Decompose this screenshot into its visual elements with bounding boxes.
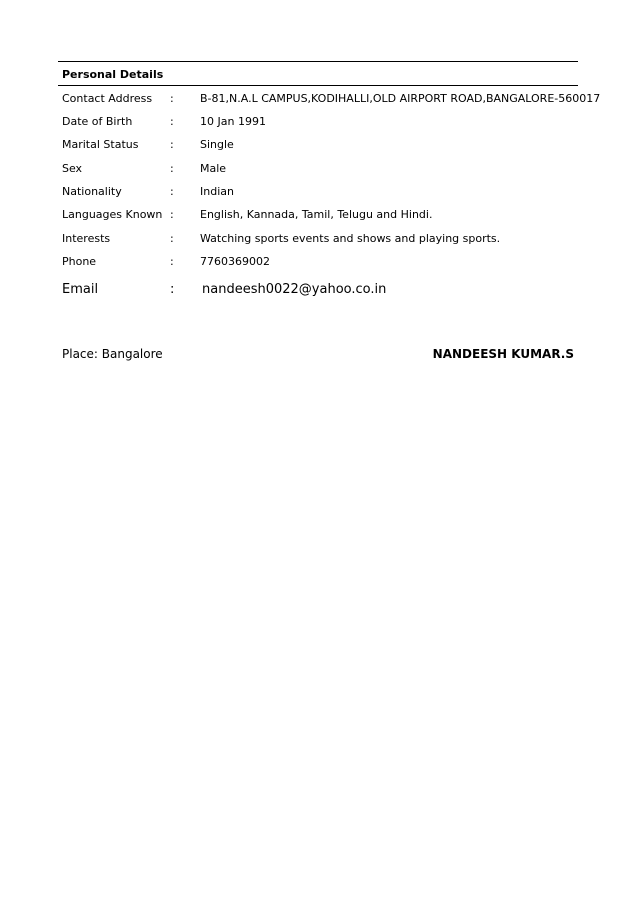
detail-value: Indian — [200, 185, 234, 198]
detail-separator: : — [170, 92, 174, 105]
detail-label: Marital Status — [62, 138, 139, 151]
detail-value: English, Kannada, Tamil, Telugu and Hindi. — [200, 208, 433, 221]
detail-label: Email — [62, 282, 99, 297]
detail-value: Male — [200, 162, 227, 175]
detail-separator: : — [170, 162, 174, 175]
email-link[interactable]: nandeesh0022@yahoo.co.in — [202, 282, 387, 297]
detail-separator: : — [170, 138, 174, 151]
detail-separator: : — [170, 232, 174, 245]
detail-label: Phone — [62, 255, 97, 268]
section-rule — [58, 85, 578, 86]
detail-label: Date of Birth — [62, 115, 133, 128]
detail-separator: : — [170, 208, 174, 221]
detail-separator: : — [170, 255, 174, 268]
detail-value: 10 Jan 1991 — [200, 115, 266, 128]
detail-label: Languages Known — [62, 208, 163, 221]
top-rule — [58, 61, 578, 62]
footer-signature-name: NANDEESH KUMAR.S — [432, 347, 574, 361]
detail-separator: : — [170, 282, 175, 297]
detail-label: Contact Address — [62, 92, 153, 105]
detail-value: Watching sports events and shows and playing sports. — [200, 232, 501, 245]
detail-value: B-81,N.A.L CAMPUS,KODIHALLI,OLD AIRPORT ROAD,BANGALORE-560017 — [200, 92, 601, 105]
section-title: Personal Details — [62, 68, 164, 81]
footer-place: Place: Bangalore — [62, 347, 163, 361]
detail-label: Nationality — [62, 185, 122, 198]
detail-separator: : — [170, 115, 174, 128]
detail-separator: : — [170, 185, 174, 198]
detail-value: Single — [200, 138, 234, 151]
detail-value: 7760369002 — [200, 255, 270, 268]
detail-label: Interests — [62, 232, 111, 245]
detail-label: Sex — [62, 162, 83, 175]
